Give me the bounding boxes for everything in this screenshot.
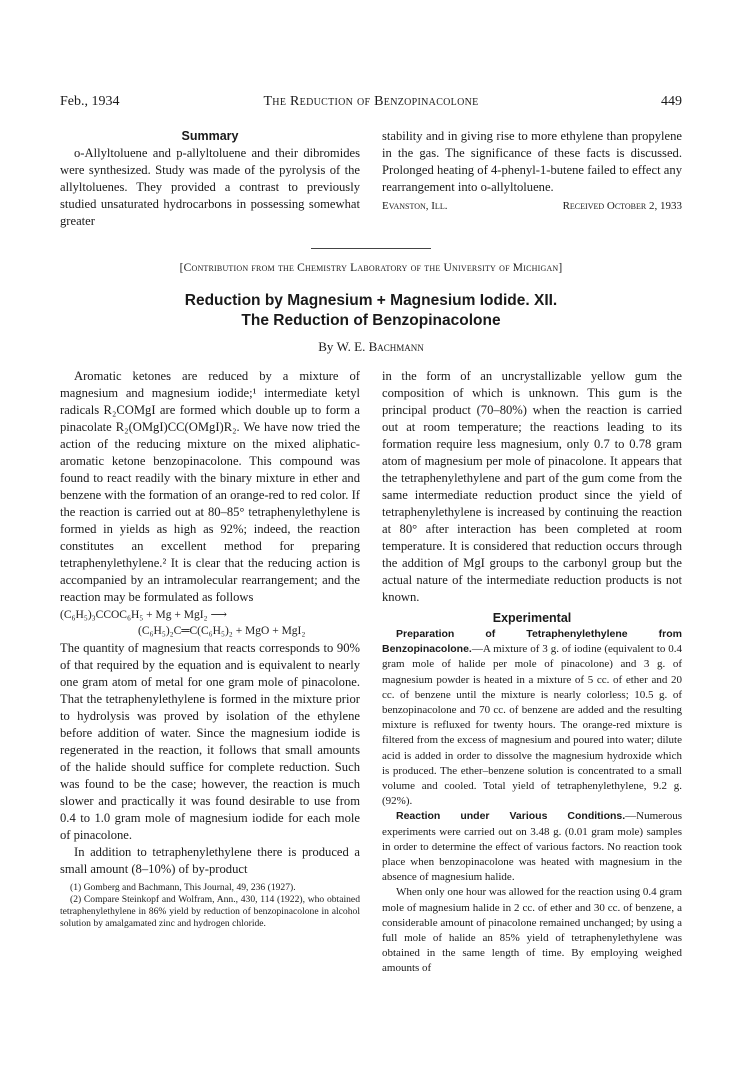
body-column-left: [60, 368, 360, 930]
summary-text-right: stability and in giving rise to more ethylene than propylene in the gas. The significance of these facts is discussed. Prolonged heating of 4-phenyl-1-butene failed to effect any rearrangement into o-allyltoluene.: [382, 129, 682, 194]
summary-column-right: [382, 128, 682, 214]
byline: [60, 339, 682, 355]
section-divider: [311, 248, 431, 249]
equation-line-1: (C₆H₅)₃CCOC₆H₅ + Mg + MgI₂ ⟶: [60, 609, 227, 621]
experimental-section: [382, 627, 682, 977]
preparation-heading: Preparation of Tetraphenylethylene from Benzopinacolone.: [382, 628, 682, 656]
reaction-equation: [60, 607, 360, 639]
contribution-line: [Contribution from the Chemistry Laboratory of the University of Michigan]: [179, 262, 563, 274]
body-paragraph-1: Aromatic ketones are reduced by a mixture of magnesium and magnesium iodide;¹ intermediate ketyl radicals R₂COMgI are formed which double up to form a pinacolate R₂(OMgI)CC(OMgI)R₂. We have now tried the action of the reducing mixture on the mixed aliphatic-aromatic ketone benzopinacolone. This compound was found to react readily with the binary mixture in ether and benzene with the formation of an orange-red to red color. If the reaction is carried out at 80–85° tetraphenylethylene is formed in yields as high as 92%; indeed, the reaction constitutes an excellent method for preparing tetraphenylethylene.² It is clear that the reducing action is accompanied by an intramolecular rearrangement; and the reaction may be formulated as follows: [60, 369, 360, 604]
conditions-heading: Reaction under Various Conditions.: [396, 810, 626, 823]
article-title: [60, 291, 682, 331]
preparation-text: —A mixture of 3 g. of iodine (equivalent to 0.4 gram mole of halide per mole of pinacolone) and 3 g. of magnesium powder is heated in a mixture of 5 cc. of ether and 20 cc. of benzene until the mixture is nearly colorless; 10.5 g. of benzopinacolone and 70 cc. of benzene are added and the resulting mixture is refluxed for twenty hours. The orange-red mixture is filtered from the excess of magnesium and poured into water; dilute acid is added in order to dissolve the magnesium hydroxide which is produced. The ether–benzene solution is concentrated to a small volume and cooled. Total yield of tetraphenylethylene, 9.2 g. (92%).: [382, 643, 682, 808]
running-title: The Reduction of Benzopinacolone: [263, 94, 479, 109]
body-paragraph-3: In addition to tetraphenylethylene there is produced a small amount (8–10%) of by-product: [60, 845, 360, 876]
received-date: Received October 2, 1933: [562, 200, 682, 212]
experimental-paragraph-1: [382, 627, 682, 809]
body-column-right: [382, 368, 682, 977]
affiliation-city: Evanston, Ill.: [382, 200, 448, 212]
article-title-line-1: Reduction by Magnesium + Magnesium Iodide. XII.: [184, 292, 558, 309]
summary-column-left: [60, 128, 360, 230]
experimental-paragraph-3: When only one hour was allowed for the reaction using 0.4 gram mole of magnesium halide in 2 cc. of ether and 30 cc. of benzene, a considerable amount of pinacolone remained unchanged; by using a full mole of halide an 85% yield of tetraphenylethylene was obtained in the same length of time. By employing weighed amounts of: [382, 886, 682, 975]
summary-text-left: o-Allyltoluene and p-allyltoluene and their dibromides were synthesized. Study was made of the pyrolysis of the allyltoluenes. They provided a contrast to previously studied unsaturated hydrocarbons in possessing somewhat greater: [60, 146, 360, 228]
closing-line: [382, 198, 682, 214]
body-paragraph-4: in the form of an uncrystallizable yellow gum the composition of which is unknown. This gum is the principal product (70–80%) when the reaction is carried out at room temperature; the reactions leading to its formation require less magnesium, only 0.7 to 0.78 gram atom of magnesium per mole of pinacolone. It appears that the tetraphenylethylene and part of the gum come from the same intermediate reduction product since the yield of tetraphenylethylene is increased by continuing the reaction at 80° after interaction has been completed at room temperature. It is considered that reduction occurs through the addition of MgI groups to the carbonyl group but the actual nature of the intermediate reduction products is not known.: [382, 369, 682, 604]
author-name: W. E. Bachmann: [336, 339, 424, 354]
journal-page: [60, 0, 682, 1084]
byline-prefix: By: [318, 339, 334, 354]
footnote-2: (2) Compare Steinkopf and Wolfram, Ann., 430, 114 (1922), who obtained tetraphenylethylene in 86% yield by reduction of benzopinacolone in alcohol solution by amalgamated zinc and hydrogen chloride.: [60, 894, 360, 929]
running-head: [60, 94, 682, 114]
article-title-line-2: The Reduction of Benzopinacolone: [241, 312, 501, 329]
experimental-paragraph-2: [382, 809, 682, 885]
footnote-1: (1) Gomberg and Bachmann, This Journal, 49, 236 (1927).: [70, 882, 296, 893]
summary-title: Summary: [181, 129, 239, 143]
body-paragraph-2: The quantity of magnesium that reacts corresponds to 90% of that required by the equation and is equivalent to nearly one gram atom of metal for one gram mole of pinacolone. That the tetraphenylethylene is formed in the mixture prior to hydrolysis was proved by isolation of the ethylene before addition of water. Since the magnesium iodide is regenerated in the reaction, it follows that small amounts of the halide should suffice for complete reduction. Such was found to be the case; however, the reaction is much slower and practically it was found desirable to use from 0.4 to 1.0 gram mole of magnesium iodide for each mole of pinacolone.: [60, 641, 360, 842]
experimental-title: Experimental: [492, 611, 572, 625]
page-number: 449: [661, 94, 682, 109]
issue-date: Feb., 1934: [60, 94, 120, 109]
footnotes: [60, 882, 360, 930]
conditions-text: —Numerous experiments were carried out on 3.48 g. (0.01 gram mole) samples in order to determine the effect of various factors. No reaction took place when benzopinacolone was heated with magnesium in the absence of magnesium halide.: [382, 810, 682, 884]
equation-line-2: (C₆H₅)₂C═C(C₆H₅)₂ + MgO + MgI₂: [138, 625, 306, 637]
